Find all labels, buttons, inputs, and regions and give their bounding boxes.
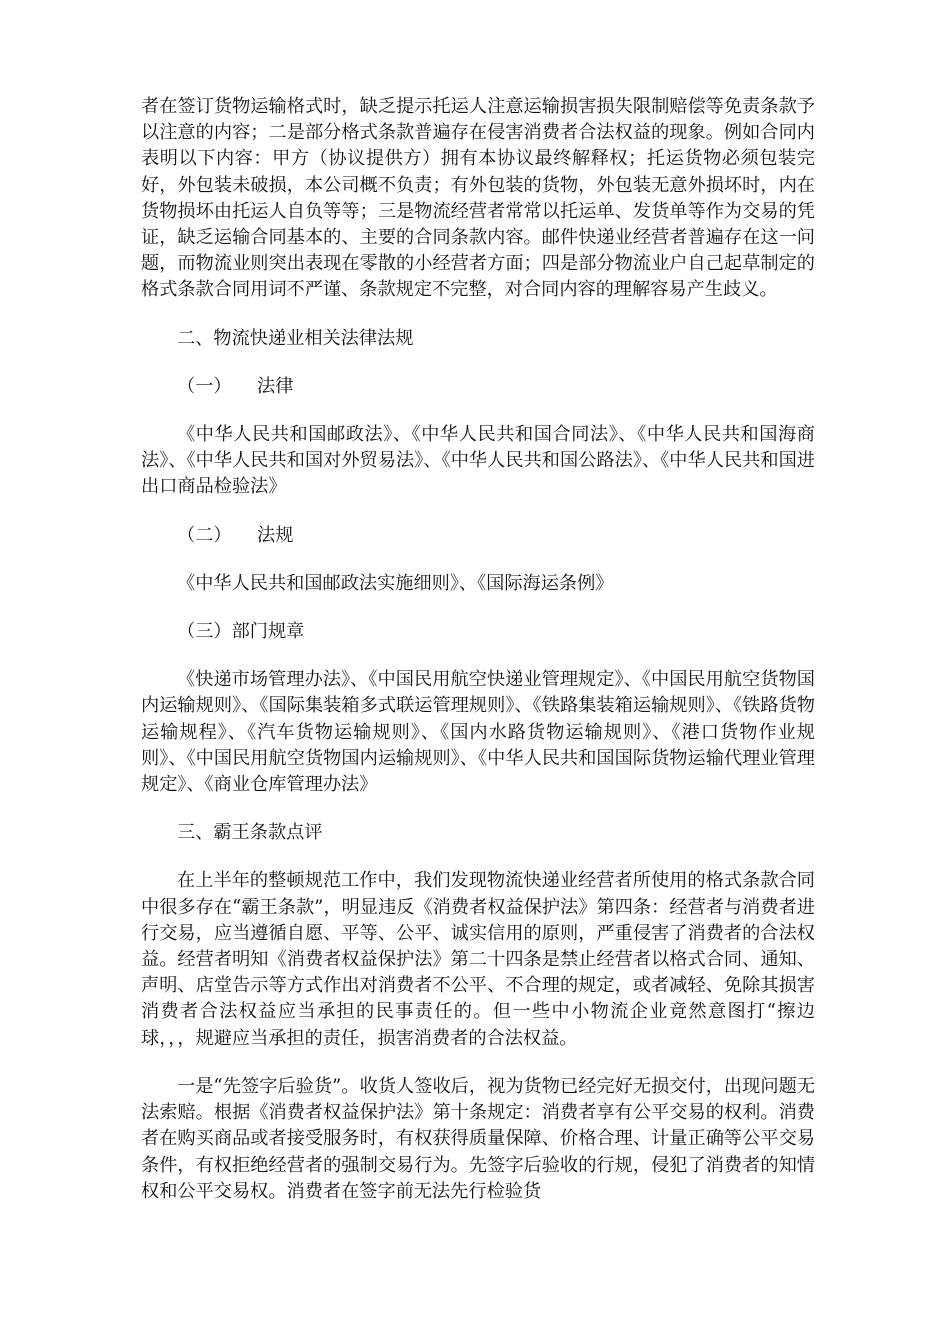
section-heading-unfair-clauses: 三、霸王条款点评 <box>177 822 323 844</box>
paragraph-sign-before-inspect: 一是“先签字后验货”。收货人签收后，视为货物已经完好无损交付，出现问题无法索赔。根据《消费者权益保护法》第十条规定：消费者享有公平交易的权利。消费者在购买商品或者接受服务时，有权获得质量保障、价格合理、计量正确等公平交易条件，有权拒绝经营者的强制交易行为。先签字后验收的行规，侵犯了消费者的知情权和公平交易权。消费者在签字前无法先行检验货 <box>141 1075 815 1202</box>
subsection-number: （一） <box>177 375 232 397</box>
document-page <box>141 94 815 1205</box>
subsection-number: （二） <box>177 524 232 546</box>
paragraph-unfair-clauses-review: 在上半年的整顿规范工作中，我们发现物流快递业经营者所使用的格式条款合同中很多存在“霸王条款”，明显违反《消费者权益保护法》第四条：经营者与消费者进行交易，应当遵循自愿、平等、公平、诚实信用的原则，严重侵害了消费者的合法权益。经营者明知《消费者权益保护法》第二十四条是禁止经营者以格式合同、通知、声明、店堂告示等方式作出对消费者不公平、不合理的规定，或者减轻、免除其损害消费者合法权益应当承担的民事责任的。但一些中小物流企业竟然意图打“擦边球，，，规避应当承担的责任，损害消费者的合法权益。 <box>141 870 815 1049</box>
subsection-heading-department-rules: （三）部门规章 <box>177 621 305 643</box>
subsection-heading-laws <box>141 374 815 400</box>
paragraph-department-rules-list: 《快递市场管理办法》、《中国民用航空快递业管理规定》、《中国民用航空货物国内运输规则》、《国际集装箱多式联运管理规则》、《铁路集装箱运输规则》、《铁路货物运输规程》、《汽车货物运输规则》、《国内水路货物运输规则》、《港口货物作业规则》、《中国民用航空货物国内运输规则》、《中华人民共和国国际货物运输代理业管理规定》、《商业仓库管理办法》 <box>141 669 815 796</box>
subsection-label: 法规 <box>257 524 294 546</box>
subsection-heading-regulations <box>141 523 815 549</box>
paragraph-laws-list: 《中华人民共和国邮政法》、《中华人民共和国合同法》、《中华人民共和国海商法》、《中华人民共和国对外贸易法》、《中华人民共和国公路法》、《中华人民共和国进出口商品检验法》 <box>141 424 815 498</box>
subsection-label: 法律 <box>257 375 294 397</box>
section-heading-laws-regulations: 二、物流快递业相关法律法规 <box>177 327 414 349</box>
paragraph-regulations-list: 《中华人民共和国邮政法实施细则》、《国际海运条例》 <box>177 572 614 594</box>
paragraph-format-clause-issues: 者在签订货物运输格式时，缺乏提示托运人注意运输损害损失限制赔偿等免责条款予以注意的内容；二是部分格式条款普遍存在侵害消费者合法权益的现象。例如合同内表明以下内容：甲方（协议提供方）拥有本协议最终解释权；托运货物必须包装完好，外包装未破损，本公司概不负责；有外包装的货物，外包装无意外损坏时，内在货物损坏由托运人自负等等；三是物流经营者常常以托运单、发货单等作为交易的凭证，缺乏运输合同基本的、主要的合同条款内容。邮件快递业经营者普遍存在这一问题，而物流业则突出表现在零散的小经营者方面；四是部分物流业户自己起草制定的格式条款合同用词不严谨、条款规定不完整，对合同内容的理解容易产生歧义。 <box>141 96 815 301</box>
